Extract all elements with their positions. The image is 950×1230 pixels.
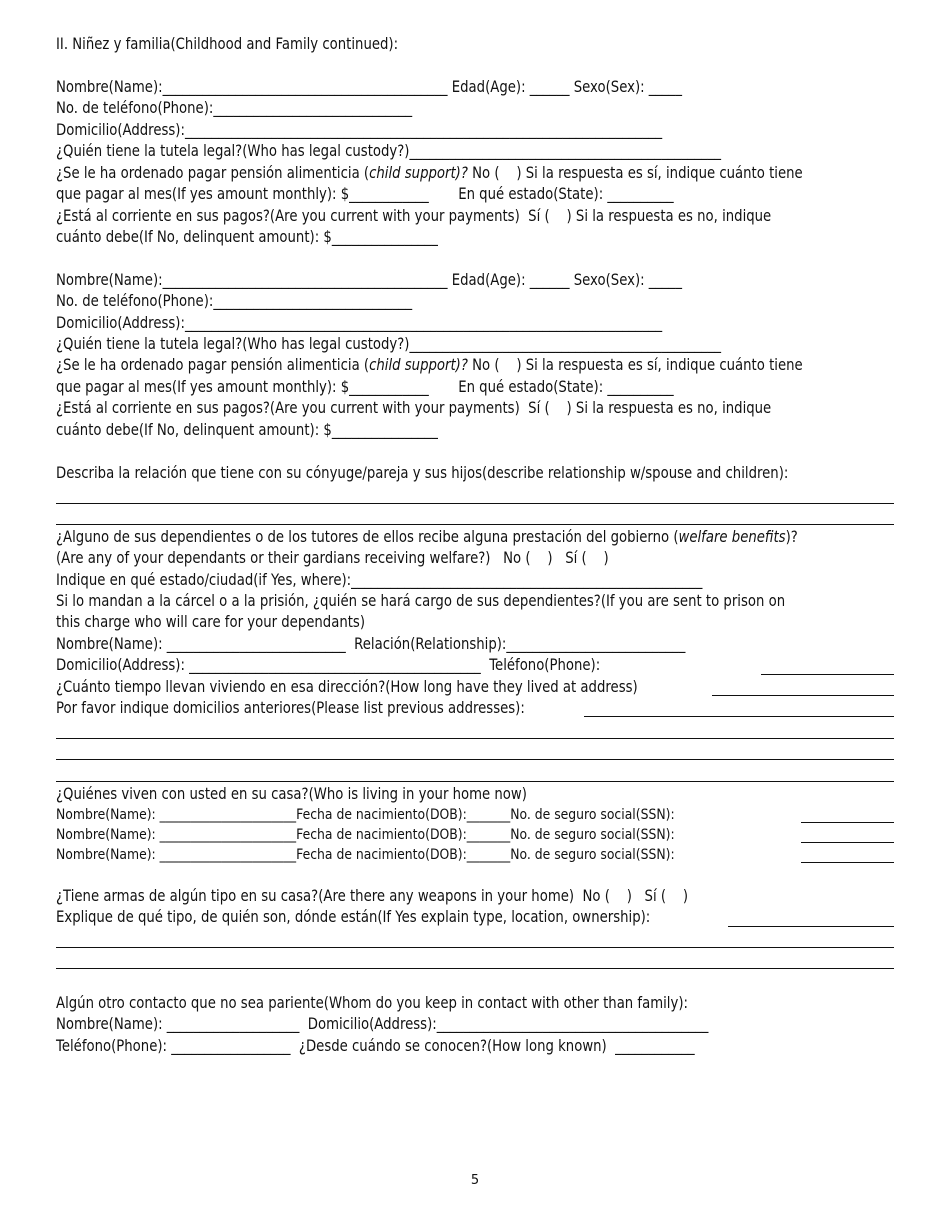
- child-address-line[interactable]: Domicilio(Address):________________________________________________________________________: [56, 121, 663, 139]
- caretaker-address-label[interactable]: Domicilio(Address): ____________________________________________ Teléfono(Phone):: [56, 656, 601, 674]
- child-owed-line[interactable]: cuánto debe(If No, delinquent amount): $________________: [56, 228, 438, 246]
- contact-name-line[interactable]: Nombre(Name): ____________________ Domicilio(Address):_________________________________________: [56, 1015, 709, 1033]
- child-name-line[interactable]: Nombre(Name):___________________________________________ Edad(Age): ______ Sexo(Sex): _____: [56, 78, 682, 96]
- child-custody-line[interactable]: ¿Quién tiene la tutela legal?(Who has legal custody?)_______________________________________________: [56, 335, 721, 353]
- weapons-explain-line[interactable]: [56, 968, 894, 969]
- relationship-answer-line[interactable]: [56, 524, 894, 525]
- child-amount-line[interactable]: que pagar al mes(If yes amount monthly): $____________ En qué estado(State): __________: [56, 378, 674, 396]
- household-row[interactable]: Nombre(Name): ______________________Fecha de nacimiento(DOB):_______No. de seguro social(SSN):: [56, 806, 675, 823]
- previous-address-line[interactable]: [56, 759, 894, 760]
- caretaker-name-line[interactable]: Nombre(Name): ___________________________ Relación(Relationship):___________________________: [56, 635, 686, 653]
- weapons-question[interactable]: ¿Tiene armas de algún tipo en su casa?(Are there any weapons in your home) No ( ) Sí ( ): [56, 887, 689, 905]
- household-ssn-line[interactable]: [801, 862, 894, 863]
- child-phone-line[interactable]: No. de teléfono(Phone):______________________________: [56, 292, 413, 310]
- child-name-line[interactable]: Nombre(Name):___________________________________________ Edad(Age): ______ Sexo(Sex): _____: [56, 271, 682, 289]
- household-ssn-line[interactable]: [801, 842, 894, 843]
- child-phone-line[interactable]: No. de teléfono(Phone):______________________________: [56, 99, 413, 117]
- welfare-where-line[interactable]: Indique en qué estado/ciudad(if Yes, where):_____________________________________________________: [56, 571, 703, 589]
- welfare-question[interactable]: ¿Alguno de sus dependientes o de los tutores de ellos recibe alguna prestación del gobierno (welfare benefits)?: [56, 528, 798, 546]
- weapons-explain-label: Explique de qué tipo, de quién son, dónde están(If Yes explain type, location, ownership):: [56, 908, 651, 926]
- howlong-answer-line[interactable]: [712, 695, 894, 696]
- child-current-line[interactable]: ¿Está al corriente en sus pagos?(Are you current with your payments) Sí ( ) Si la respuesta es no, indique: [56, 207, 772, 225]
- child-owed-line[interactable]: cuánto debe(If No, delinquent amount): $________________: [56, 421, 438, 439]
- howlong-label: ¿Cuánto tiempo llevan viviendo en esa dirección?(How long have they lived at address): [56, 678, 638, 696]
- previous-address-label: Por favor indique domicilios anteriores(Please list previous addresses):: [56, 699, 525, 717]
- section-heading: II. Niñez y familia(Childhood and Family continued):: [56, 35, 399, 53]
- prison-question-cont: this charge who will care for your dependants): [56, 613, 366, 631]
- previous-address-line[interactable]: [584, 716, 894, 717]
- household-row[interactable]: Nombre(Name): ______________________Fecha de nacimiento(DOB):_______No. de seguro social(SSN):: [56, 846, 675, 863]
- weapons-explain-line[interactable]: [728, 926, 894, 927]
- caretaker-phone-line[interactable]: [761, 674, 894, 675]
- page-number: 5: [470, 1173, 480, 1188]
- weapons-explain-line[interactable]: [56, 947, 894, 948]
- child-address-line[interactable]: Domicilio(Address):________________________________________________________________________: [56, 314, 663, 332]
- household-prompt: ¿Quiénes viven con usted en su casa?(Who is living in your home now): [56, 785, 527, 803]
- child-current-line[interactable]: ¿Está al corriente en sus pagos?(Are you current with your payments) Sí ( ) Si la respuesta es no, indique: [56, 399, 772, 417]
- welfare-checkboxes[interactable]: (Are any of your dependants or their gardians receiving welfare?) No ( ) Sí ( ): [56, 549, 609, 567]
- child-support-line[interactable]: ¿Se le ha ordenado pagar pensión alimenticia (child support)? No ( ) Si la respuesta es sí, indique cuánto tiene: [56, 356, 803, 374]
- prison-question: Si lo mandan a la cárcel o a la prisión, ¿quién se hará cargo de sus dependientes?(If you are sent to prison on: [56, 592, 786, 610]
- relationship-prompt: Describa la relación que tiene con su cónyuge/pareja y sus hijos(describe relationship w/spouse and children):: [56, 464, 789, 482]
- child-amount-line[interactable]: que pagar al mes(If yes amount monthly): $____________ En qué estado(State): __________: [56, 185, 674, 203]
- child-support-line[interactable]: ¿Se le ha ordenado pagar pensión alimenticia (child support)? No ( ) Si la respuesta es sí, indique cuánto tiene: [56, 164, 803, 182]
- relationship-answer-line[interactable]: [56, 503, 894, 504]
- household-ssn-line[interactable]: [801, 822, 894, 823]
- child-custody-line[interactable]: ¿Quién tiene la tutela legal?(Who has legal custody?)_______________________________________________: [56, 142, 721, 160]
- household-row[interactable]: Nombre(Name): ______________________Fecha de nacimiento(DOB):_______No. de seguro social(SSN):: [56, 826, 675, 843]
- previous-address-line[interactable]: [56, 738, 894, 739]
- contact-prompt: Algún otro contacto que no sea pariente(Whom do you keep in contact with other than family):: [56, 994, 688, 1012]
- contact-phone-line[interactable]: Teléfono(Phone): __________________ ¿Desde cuándo se conocen?(How long known) ____________: [56, 1037, 695, 1055]
- previous-address-line[interactable]: [56, 781, 894, 782]
